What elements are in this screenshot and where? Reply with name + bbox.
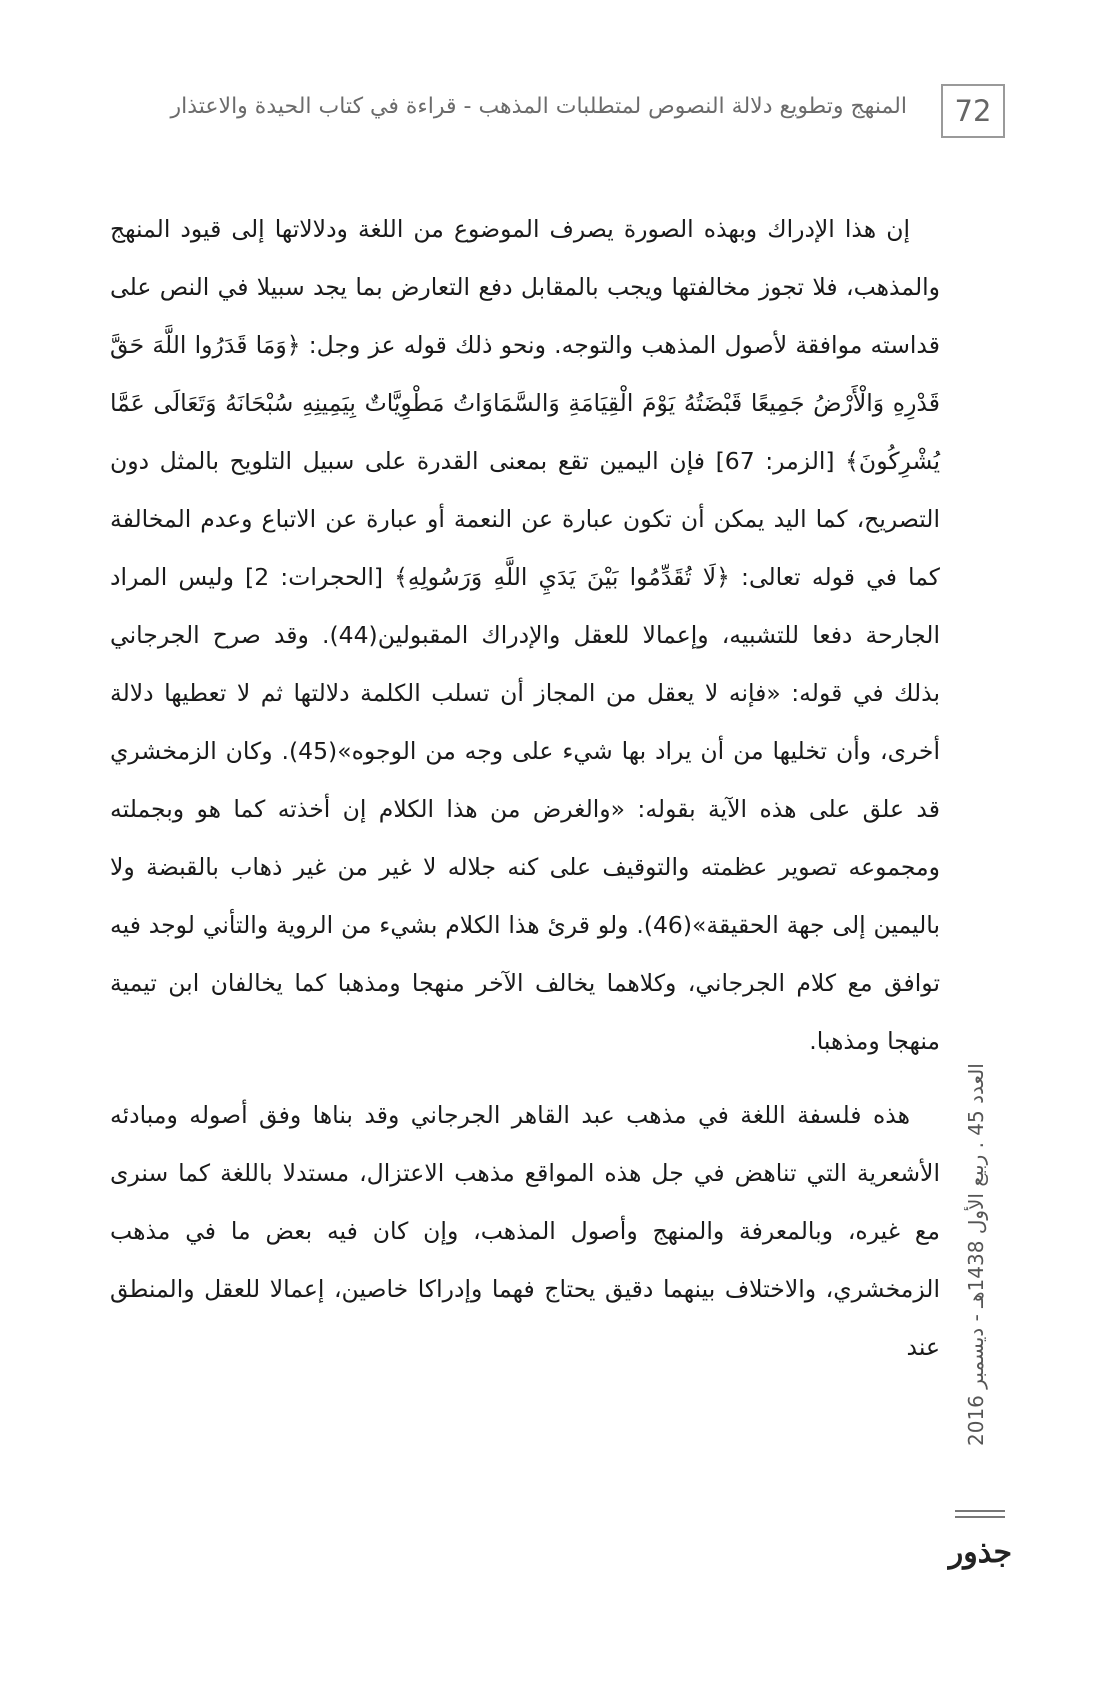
issue-info: العدد 45 . ربيع الأول 1438هـ - ديسمبر 2016 xyxy=(964,1063,988,1447)
issue-sidebar xyxy=(960,1010,1010,1500)
divider-line xyxy=(955,1510,1005,1512)
main-text xyxy=(110,200,940,1376)
divider-line xyxy=(955,1516,1005,1518)
page-header xyxy=(110,84,1005,142)
paragraph-1: إن هذا الإدراك وبهذه الصورة يصرف الموضوع من اللغة ودلالاتها إلى قيود المنهج والمذهب، فلا تجوز مخالفتها ويجب بالمقابل دفع التعارض بما يجد سبيلا في النص على قداسته موافقة لأصول المذهب والتوجه. ونحو ذلك قوله عز وجل: ﴿وَمَا قَدَرُوا اللَّهَ حَقَّ قَدْرِهِ وَالْأَرْضُ جَمِيعًا قَبْضَتُهُ يَوْمَ الْقِيَامَةِ وَالسَّمَاوَاتُ مَطْوِيَّاتٌ بِيَمِينِهِ سُبْحَانَهُ وَتَعَالَى عَمَّا يُشْرِكُونَ﴾ [الزمر: 67] فإن اليمين تقع بمعنى القدرة على سبيل التلويح بالمثل دون التصريح، كما اليد يمكن أن تكون عبارة عن النعمة أو عبارة عن الاتباع وعدم المخالفة كما في قوله تعالى: ﴿لَا تُقَدِّمُوا بَيْنَ يَدَيِ اللَّهِ وَرَسُولِهِ﴾ [الحجرات: 2] وليس المراد الجارحة دفعا للتشبيه، وإعمالا للعقل والإدراك المقبولين(44). وقد صرح الجرجاني بذلك في قوله: «فإنه لا يعقل من المجاز أن تسلب الكلمة دلالتها ثم لا تعطيها دلالة أخرى، وأن تخليها من أن يراد بها شيء على وجه من الوجوه»(45). وكان الزمخشري قد علق على هذه الآية بقوله: «والغرض من هذا الكلام إن أخذته كما هو وبجملته ومجموعه تصوير عظمته والتوقيف على كنه جلاله لا غير من غير ذهاب بالقبضة ولا باليمين إلى جهة الحقيقة»(46). ولو قرئ هذا الكلام بشيء من الروية والتأني لوجد فيه توافق مع كلام الجرجاني، وكلاهما يخالف الآخر منهجا ومذهبا كما يخالفان ابن تيمية منهجا ومذهبا. xyxy=(110,215,940,1055)
journal-logo: جذور xyxy=(948,1535,1012,1570)
paragraph-2: هذه فلسفة اللغة في مذهب عبد القاهر الجرجاني وقد بناها وفق أصوله ومبادئه الأشعرية التي تناهض في جل هذه المواقع مذهب الاعتزال، مستدلا باللغة كما سنرى مع غيره، وبالمعرفة والمنهج وأصول المذهب، وإن كان فيه بعض ما في مذهب الزمخشري، والاختلاف بينهما دقيق يحتاج فهما وإدراكا خاصين، إعمالا للعقل والمنطق عند xyxy=(110,1101,940,1361)
page-number: 72 xyxy=(954,94,992,128)
running-title: المنهج وتطويع دلالة النصوص لمتطلبات المذهب - قراءة في كتاب الحيدة والاعتذار xyxy=(170,94,907,119)
page-number-box xyxy=(941,84,1005,138)
